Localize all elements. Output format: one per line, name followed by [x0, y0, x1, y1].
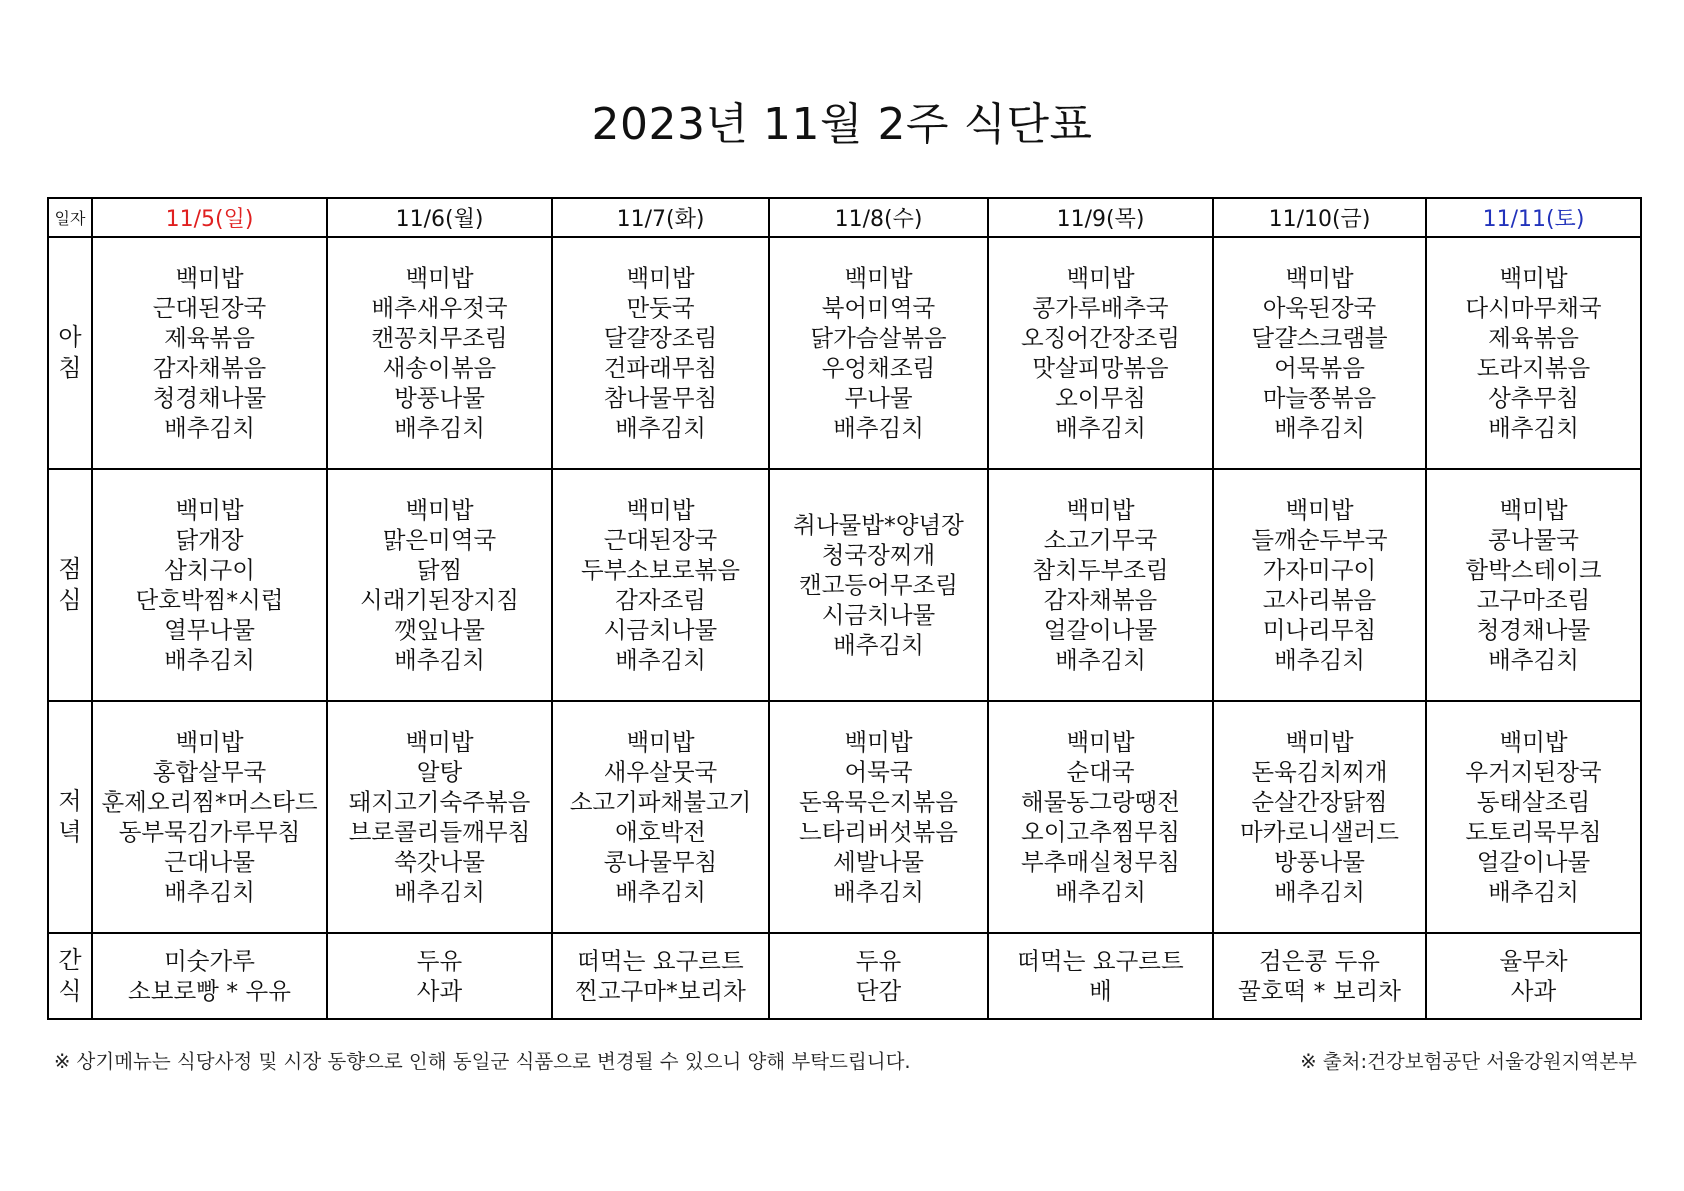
menu-item: 미나리무침 — [1262, 616, 1377, 644]
meal-label-char: 아 — [58, 323, 82, 351]
meal-label-char: 간 — [58, 946, 82, 974]
menu-item: 열무나물 — [164, 616, 255, 644]
menu-item: 상추무침 — [1488, 384, 1579, 412]
menu-cell — [327, 701, 552, 933]
day-header: 11/7(화) — [552, 198, 769, 237]
menu-item: 캔고등어무조림 — [799, 571, 958, 599]
menu-item: 깻잎나물 — [394, 616, 485, 644]
menu-item: 제육볶음 — [164, 324, 255, 352]
menu-item: 홍합살무국 — [152, 758, 267, 786]
menu-item: 배추김치 — [1055, 414, 1146, 442]
menu-item: 제육볶음 — [1488, 324, 1579, 352]
menu-item: 배추김치 — [1488, 646, 1579, 674]
menu-item: 배 — [1089, 977, 1112, 1005]
menu-item: 단감 — [855, 977, 902, 1005]
menu-item: 순살간장닭찜 — [1251, 788, 1388, 816]
menu-item: 배추김치 — [1274, 646, 1365, 674]
menu-item: 북어미역국 — [821, 294, 936, 322]
menu-cell — [327, 933, 552, 1019]
menu-cell — [92, 933, 327, 1019]
meal-label-char: 점 — [58, 555, 82, 583]
menu-item: 고사리볶음 — [1262, 586, 1377, 614]
menu-item: 방풍나물 — [394, 384, 485, 412]
menu-cell — [769, 933, 988, 1019]
menu-item: 달걀스크램블 — [1251, 324, 1388, 352]
menu-item: 배추김치 — [833, 631, 924, 659]
menu-item: 배추김치 — [1488, 414, 1579, 442]
menu-item: 취나물밥*양념장 — [793, 511, 964, 539]
menu-cell — [327, 237, 552, 469]
menu-item: 오이무침 — [1055, 384, 1146, 412]
menu-item: 백미밥 — [405, 264, 474, 292]
menu-item: 도라지볶음 — [1476, 354, 1591, 382]
menu-item: 두부소보로볶음 — [581, 556, 740, 584]
menu-item: 훈제오리찜*머스타드 — [101, 788, 318, 816]
meal-label-char: 식 — [58, 977, 82, 1005]
dinner-row — [48, 701, 1641, 933]
menu-item: 두유 — [416, 947, 463, 975]
menu-item: 배추김치 — [394, 414, 485, 442]
menu-item: 백미밥 — [626, 728, 695, 756]
menu-item: 백미밥 — [175, 496, 244, 524]
meal-label — [48, 933, 92, 1019]
menu-cell — [988, 933, 1213, 1019]
menu-item: 오이고추찜무침 — [1021, 818, 1180, 846]
menu-item: 새우살뭇국 — [603, 758, 718, 786]
menu-cell — [92, 469, 327, 701]
menu-item: 청경채나물 — [1476, 616, 1591, 644]
menu-cell — [1213, 933, 1426, 1019]
menu-item: 백미밥 — [1066, 496, 1135, 524]
menu-item: 해물동그랑땡전 — [1021, 788, 1180, 816]
menu-item: 캔꽁치무조림 — [371, 324, 508, 352]
menu-item: 근대된장국 — [152, 294, 267, 322]
menu-item: 세발나물 — [833, 848, 924, 876]
menu-item: 단호박찜*시럽 — [135, 586, 284, 614]
menu-cell — [1426, 237, 1641, 469]
meal-label — [48, 469, 92, 701]
menu-cell — [1426, 933, 1641, 1019]
menu-item: 백미밥 — [405, 728, 474, 756]
menu-item: 청경채나물 — [152, 384, 267, 412]
menu-item: 백미밥 — [175, 728, 244, 756]
menu-item: 율무차 — [1499, 947, 1568, 975]
menu-item: 백미밥 — [1285, 264, 1354, 292]
menu-item: 사과 — [416, 977, 463, 1005]
menu-item: 배추김치 — [615, 878, 706, 906]
menu-item: 배추김치 — [1274, 414, 1365, 442]
menu-item: 배추김치 — [164, 414, 255, 442]
menu-item: 새송이볶음 — [382, 354, 497, 382]
menu-cell — [1213, 237, 1426, 469]
menu-item: 얼갈이나물 — [1476, 848, 1591, 876]
menu-item: 떠먹는 요구르트 — [577, 947, 744, 975]
day-header: 11/8(수) — [769, 198, 988, 237]
menu-item: 순대국 — [1066, 758, 1135, 786]
menu-item: 배추김치 — [394, 878, 485, 906]
menu-item: 감자채볶음 — [152, 354, 267, 382]
menu-item: 참나물무침 — [603, 384, 718, 412]
menu-item: 얼갈이나물 — [1043, 616, 1158, 644]
menu-item: 백미밥 — [1066, 728, 1135, 756]
menu-cell — [1426, 469, 1641, 701]
menu-item: 사과 — [1510, 977, 1557, 1005]
menu-item: 배추김치 — [615, 414, 706, 442]
menu-item: 돈육묵은지볶음 — [799, 788, 958, 816]
menu-item: 미숫가루 — [164, 947, 255, 975]
menu-item: 맛살피망볶음 — [1032, 354, 1169, 382]
menu-item: 닭찜 — [416, 556, 463, 584]
menu-cell — [552, 469, 769, 701]
menu-item: 아욱된장국 — [1262, 294, 1377, 322]
menu-item: 두유 — [855, 947, 902, 975]
menu-item: 다시마무채국 — [1465, 294, 1602, 322]
day-header: 11/9(목) — [988, 198, 1213, 237]
menu-item: 청국장찌개 — [821, 541, 936, 569]
menu-item: 동부묵김가루무침 — [118, 818, 301, 846]
menu-cell — [769, 469, 988, 701]
menu-item: 어묵국 — [844, 758, 913, 786]
menu-item: 백미밥 — [405, 496, 474, 524]
menu-item: 알탕 — [416, 758, 463, 786]
meal-label-char: 저 — [58, 787, 82, 815]
menu-item: 무나물 — [844, 384, 913, 412]
menu-item: 시래기된장지짐 — [360, 586, 519, 614]
menu-item: 백미밥 — [844, 728, 913, 756]
day-header: 11/5(일) — [92, 198, 327, 237]
menu-item: 가자미구이 — [1262, 556, 1377, 584]
lunch-row — [48, 469, 1641, 701]
menu-item: 배추김치 — [1055, 646, 1146, 674]
menu-cell — [552, 701, 769, 933]
menu-item: 백미밥 — [844, 264, 913, 292]
menu-item: 배추김치 — [164, 646, 255, 674]
menu-cell — [1426, 701, 1641, 933]
menu-item: 백미밥 — [626, 496, 695, 524]
menu-item: 근대나물 — [164, 848, 255, 876]
menu-cell — [552, 933, 769, 1019]
day-header: 11/10(금) — [1213, 198, 1426, 237]
menu-item: 들깨순두부국 — [1251, 526, 1388, 554]
menu-item: 배추김치 — [164, 878, 255, 906]
day-header: 11/6(월) — [327, 198, 552, 237]
menu-cell — [1213, 701, 1426, 933]
menu-item: 백미밥 — [1066, 264, 1135, 292]
menu-item: 백미밥 — [1285, 496, 1354, 524]
meal-plan-table — [47, 197, 1642, 1020]
meal-label-char: 녁 — [58, 818, 82, 846]
menu-item: 배추김치 — [615, 646, 706, 674]
menu-item: 백미밥 — [1499, 496, 1568, 524]
menu-item: 찐고구마*보리차 — [575, 977, 746, 1005]
menu-item: 소고기파채불고기 — [569, 788, 752, 816]
menu-item: 오징어간장조림 — [1021, 324, 1180, 352]
menu-item: 감자채볶음 — [1043, 586, 1158, 614]
menu-item: 백미밥 — [1499, 264, 1568, 292]
menu-item: 떠먹는 요구르트 — [1017, 947, 1184, 975]
menu-cell — [988, 469, 1213, 701]
menu-item: 참치두부조림 — [1032, 556, 1169, 584]
menu-item: 근대된장국 — [603, 526, 718, 554]
menu-item: 함박스테이크 — [1465, 556, 1602, 584]
breakfast-row — [48, 237, 1641, 469]
menu-item: 도토리묵무침 — [1465, 818, 1602, 846]
menu-cell — [92, 701, 327, 933]
disclaimer-note: ※ 상기메뉴는 식당사정 및 시장 동향으로 인해 동일군 식품으로 변경될 수 있으니 양해 부탁드립니다. — [54, 1050, 911, 1073]
menu-item: 백미밥 — [175, 264, 244, 292]
menu-item: 닭가슴살볶음 — [810, 324, 947, 352]
header-row — [48, 198, 1641, 237]
menu-cell — [1213, 469, 1426, 701]
menu-cell — [988, 237, 1213, 469]
menu-item: 우거지된장국 — [1465, 758, 1602, 786]
menu-item: 느타리버섯볶음 — [799, 818, 958, 846]
menu-item: 콩나물무침 — [603, 848, 718, 876]
meal-label-char: 심 — [58, 586, 82, 614]
menu-item: 쑥갓나물 — [394, 848, 485, 876]
menu-item: 닭개장 — [175, 526, 244, 554]
menu-item: 삼치구이 — [164, 556, 255, 584]
menu-item: 배추새우젓국 — [371, 294, 508, 322]
menu-item: 배추김치 — [1488, 878, 1579, 906]
menu-item: 검은콩 두유 — [1259, 947, 1380, 975]
menu-item: 배추김치 — [833, 414, 924, 442]
menu-item: 소고기무국 — [1043, 526, 1158, 554]
menu-item: 브로콜리들깨무침 — [348, 818, 531, 846]
menu-item: 시금치나물 — [821, 601, 936, 629]
menu-item: 소보로빵 * 우유 — [128, 977, 291, 1005]
menu-item: 동태살조림 — [1476, 788, 1591, 816]
menu-item: 콩가루배추국 — [1032, 294, 1169, 322]
menu-item: 배추김치 — [1274, 878, 1365, 906]
source-note: ※ 출처:건강보험공단 서울강원지역본부 — [1300, 1050, 1637, 1073]
menu-item: 콩나물국 — [1488, 526, 1579, 554]
menu-cell — [327, 469, 552, 701]
menu-item: 돈육김치찌개 — [1251, 758, 1388, 786]
menu-cell — [988, 701, 1213, 933]
menu-item: 마카로니샐러드 — [1240, 818, 1399, 846]
menu-item: 고구마조림 — [1476, 586, 1591, 614]
meal-label — [48, 701, 92, 933]
menu-item: 우엉채조림 — [821, 354, 936, 382]
date-corner-label: 일자 — [48, 198, 92, 237]
menu-item: 배추김치 — [833, 878, 924, 906]
menu-item: 백미밥 — [1285, 728, 1354, 756]
menu-item: 꿀호떡 * 보리차 — [1238, 977, 1401, 1005]
menu-item: 부추매실청무침 — [1021, 848, 1180, 876]
menu-item: 만둣국 — [626, 294, 695, 322]
menu-item: 달걀장조림 — [603, 324, 718, 352]
menu-item: 방풍나물 — [1274, 848, 1365, 876]
menu-item: 배추김치 — [394, 646, 485, 674]
menu-item: 돼지고기숙주볶음 — [348, 788, 531, 816]
menu-item: 마늘쫑볶음 — [1262, 384, 1377, 412]
meal-label-char: 침 — [58, 354, 82, 382]
menu-item: 건파래무침 — [603, 354, 718, 382]
day-header: 11/11(토) — [1426, 198, 1641, 237]
snack-row — [48, 933, 1641, 1019]
menu-item: 애호박전 — [615, 818, 706, 846]
page-title: 2023년 11월 2주 식단표 — [591, 99, 1093, 150]
menu-item: 시금치나물 — [603, 616, 718, 644]
meal-label — [48, 237, 92, 469]
menu-cell — [552, 237, 769, 469]
menu-cell — [769, 701, 988, 933]
menu-item: 백미밥 — [626, 264, 695, 292]
menu-cell — [769, 237, 988, 469]
menu-item: 감자조림 — [615, 586, 706, 614]
menu-item: 맑은미역국 — [382, 526, 497, 554]
menu-item: 어묵볶음 — [1274, 354, 1365, 382]
menu-cell — [92, 237, 327, 469]
menu-item: 배추김치 — [1055, 878, 1146, 906]
menu-item: 백미밥 — [1499, 728, 1568, 756]
